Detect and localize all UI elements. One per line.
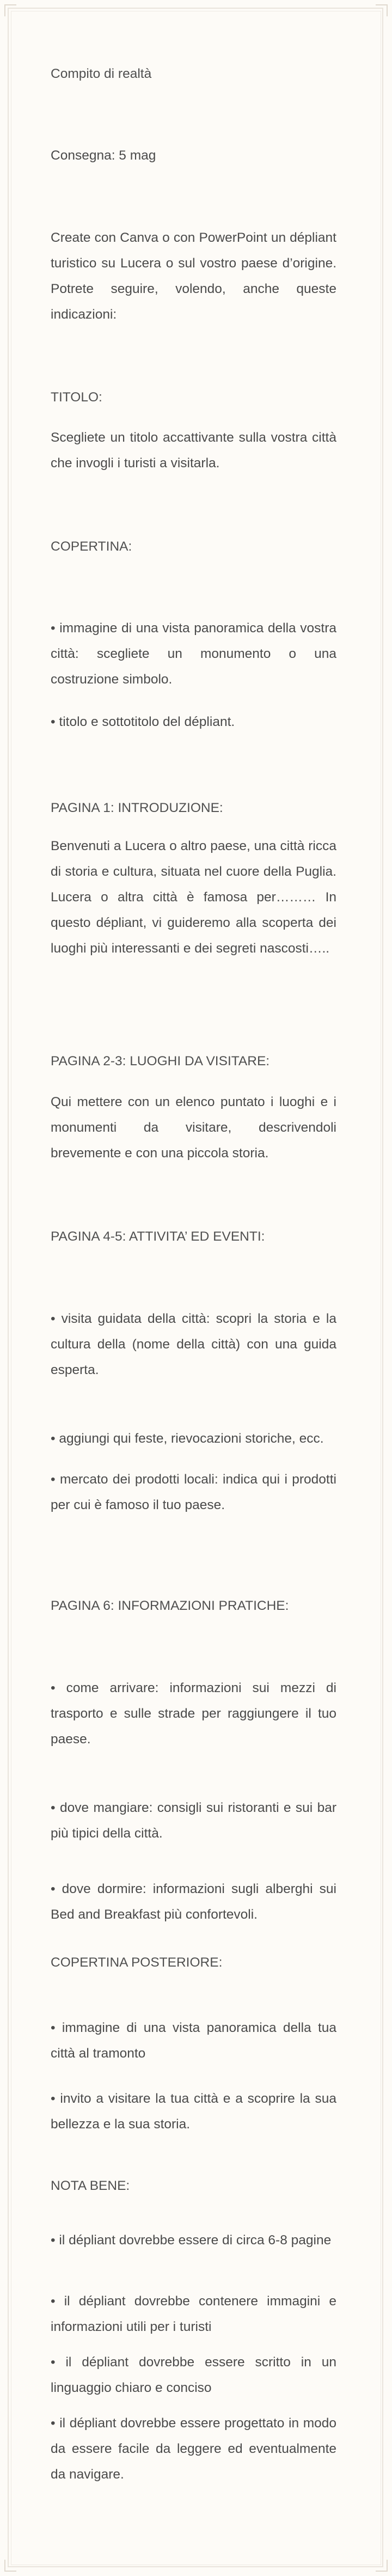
deadline-text: Consegna: 5 mag xyxy=(51,148,156,163)
list-item: • immagine di una vista panoramica della vostra città: scegliete un monumento o una costruzione simbolo. xyxy=(51,621,336,687)
section-heading-nota: NOTA BENE: xyxy=(51,2178,130,2193)
section-heading-pagina23: PAGINA 2-3: LUOGHI DA VISITARE: xyxy=(51,1054,270,1069)
list-item: • dove mangiare: consigli sui ristoranti e sui bar più tipici della città. xyxy=(51,1800,336,1841)
list-item: • aggiungi qui feste, rievocazioni storiche, ecc. xyxy=(51,1431,324,1446)
list-item: • titolo e sottotitolo del dépliant. xyxy=(51,715,235,729)
list-item: • visita guidata della città: scopri la storia e la cultura della (nome della città) con una guida esperta. xyxy=(51,1311,336,1377)
section-heading-titolo: TITOLO: xyxy=(51,390,102,405)
intro-paragraph: Create con Canva o con PowerPoint un dépliant turistico su Lucera o sul vostro paese d’origine. Potrete seguire, volendo, anche queste indicazioni: xyxy=(51,230,336,322)
section-heading-pagina45: PAGINA 4-5: ATTIVITA’ ED EVENTI: xyxy=(51,1229,265,1244)
section-text-titolo: Scegliete un titolo accattivante sulla vostra città che invogli i turisti a visitarla. xyxy=(51,430,336,471)
section-heading-pagina6: PAGINA 6: INFORMAZIONI PRATICHE: xyxy=(51,1598,289,1613)
section-text-pagina1: Benvenuti a Lucera o altro paese, una città ricca di storia e cultura, situata nel cuore della Puglia. Lucera o altra città è famosa per……… In questo dépliant, vi guideremo alla scoperta dei luoghi più interessanti e dei segreti nascosti….. xyxy=(51,839,336,956)
corner-ornament xyxy=(4,2560,16,2572)
corner-ornament xyxy=(4,4,16,16)
list-item: • il dépliant dovrebbe contenere immagini e informazioni utili per i turisti xyxy=(51,2294,336,2334)
list-item: • il dépliant dovrebbe essere di circa 6-8 pagine xyxy=(51,2233,332,2248)
section-text-pagina23: Qui mettere con un elenco puntato i luoghi e i monumenti da visitare, descrivendoli brevemente e con una piccola storia. xyxy=(51,1095,336,1161)
list-item: • immagine di una vista panoramica della tua città al tramonto xyxy=(51,2020,336,2061)
list-item: • come arrivare: informazioni sui mezzi di trasporto e sulle strade per raggiungere il tuo paese. xyxy=(51,1681,336,1747)
list-item: • invito a visitare la tua città e a scoprire la sua bellezza e la sua storia. xyxy=(51,2091,336,2132)
list-item: • il dépliant dovrebbe essere progettato in modo da essere facile da leggere ed eventualmente da navigare. xyxy=(51,2416,336,2482)
corner-ornament xyxy=(376,2560,388,2572)
list-item: • il dépliant dovrebbe essere scritto in un linguaggio chiaro e conciso xyxy=(51,2355,336,2395)
section-heading-pagina1: PAGINA 1: INTRODUZIONE: xyxy=(51,801,223,815)
corner-ornament xyxy=(376,4,388,16)
section-heading-posteriore: COPERTINA POSTERIORE: xyxy=(51,1955,223,1970)
section-heading-copertina: COPERTINA: xyxy=(51,539,132,554)
assignment-title: Compito di realtà xyxy=(51,66,152,81)
list-item: • mercato dei prodotti locali: indica qui i prodotti per cui è famoso il tuo paese. xyxy=(51,1472,336,1512)
list-item: • dove dormire: informazioni sugli alberghi sui Bed and Breakfast più confortevoli. xyxy=(51,1882,336,1922)
